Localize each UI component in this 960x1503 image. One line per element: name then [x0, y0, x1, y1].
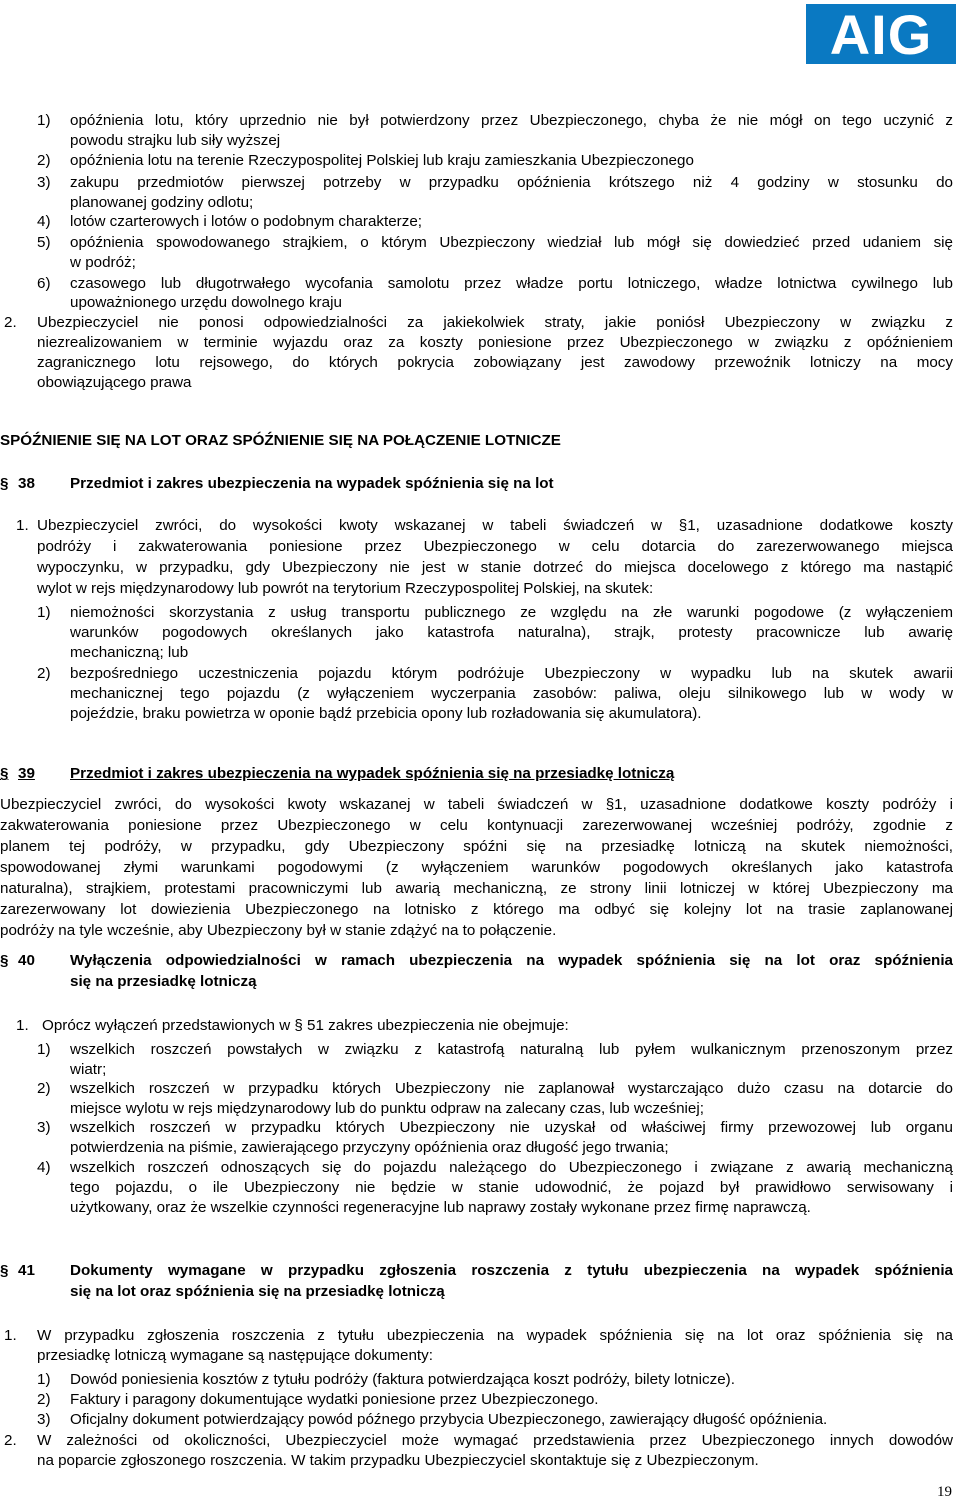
point-text-line: obowiązującego prawa	[37, 374, 192, 391]
list-item-number: 1)	[37, 112, 51, 129]
list-item-text-line: zakupu przedmiotów pierwszej potrzeby w przypadku opóźnienia krótszego niż 4 godziny w stosunku do	[70, 174, 953, 191]
list-item-text-line: niemożności skorzystania z usług transportu publicznego ze względu na złe warunki pogodowe (z wyłączeniem	[70, 604, 953, 621]
paragraph-title-line: Dokumenty wymagane w przypadku zgłoszenia roszczenia z tytułu ubezpieczenia na wypadek spóźnienia	[70, 1262, 953, 1279]
point-number: 1.	[4, 1327, 17, 1344]
point-text-line: podróży i zakwaterowania poniesione przez Ubezpieczonego w celu dotarcia do zarezerwowanego miejsca	[37, 538, 953, 555]
aig-logo	[806, 4, 956, 64]
paragraph-number: 40	[18, 952, 35, 969]
section-sign: §	[0, 765, 9, 782]
list-item-number: 2)	[37, 152, 51, 169]
list-item-text-line: użytkowany, oraz że wszelkie czynności regeneracyjne lub naprawy zostały wykonane przez firmę naprawczą.	[70, 1199, 811, 1216]
paragraph-text-line: Ubezpieczyciel zwróci, do wysokości kwoty wskazanej w tabeli świadczeń w §1, uzasadnione dodatkowe koszty podróży i	[0, 796, 953, 813]
list-item-text-line: wszelkich roszczeń w przypadku których Ubezpieczony nie zaplanował wystarczająco dużo czasu na dotarcie do	[70, 1080, 953, 1097]
list-item-text-line: lotów czarterowych i lotów o podobnym charakterze;	[70, 213, 423, 230]
point-text-line: wylot w rejs międzynarodowy lub powrót na terytorium Rzeczypospolitej Polskiej, na skutek:	[37, 580, 654, 597]
list-item-number: 3)	[37, 174, 51, 191]
list-item-text-line: pojeździe, braku powietrza w oponie bądź przebicia opony lub rozładowania się akumulatora).	[70, 705, 702, 722]
list-item-text: Dowód poniesienia kosztów z tytułu podróży (faktura potwierdzająca koszt podróży, bilety lotnicze).	[70, 1371, 735, 1388]
point-text-line: niezrealizowaniem w terminie wyjazdu oraz za koszty poniesione przez Ubezpieczonego w związku z opóźnieniem	[37, 334, 953, 351]
paragraph-number: 39	[18, 765, 35, 782]
page-number: 19	[937, 1484, 952, 1500]
paragraph-text-line: zarezerwowany lot dowiezienia Ubezpieczonego na lotnisko z którego ma odbyć się kolejny lot na trasie zaplanowanej	[0, 901, 953, 918]
list-item-text-line: w podróż;	[70, 254, 136, 271]
list-item-text-line: tego pojazdu, o ile Ubezpieczony nie będzie w stanie udowodnić, że pojazd był prawidłowo serwisowany i	[70, 1179, 953, 1196]
list-item-number: 3)	[37, 1119, 51, 1136]
list-item-text-line: planowanej godziny odlotu;	[70, 194, 254, 211]
paragraph-title-line: się na lot oraz spóźnienia się na przesiadkę lotniczą	[70, 1283, 445, 1300]
paragraph-text-line: podróży na tyle wcześnie, aby Ubezpieczony był w stanie zdążyć na to połączenie.	[0, 922, 557, 939]
point-number: 2.	[4, 1432, 17, 1449]
list-item-text-line: mechanicznej tego pojazdu (z wyłączeniem wyczerpania zasobów: paliwa, oleju silnikowego lub w wody w	[70, 685, 953, 702]
paragraph-text-line: planem tej podróży, w przypadku, gdy Ubezpieczony spóźni się na przesiadkę lotniczą na skutek niemożności,	[0, 838, 953, 855]
paragraph-text-line: naturalna), strajkiem, protestami pracowniczymi lub awarią mechaniczną, ze strony linii lotniczej w której Ubezpieczony ma	[0, 880, 953, 897]
paragraph-title-line: Wyłączenia odpowiedzialności w ramach ubezpieczenia na wypadek spóźnienia się na lot oraz spóźnienia	[70, 952, 953, 969]
list-item-text-line: opóźnienia lotu na terenie Rzeczypospolitej Polskiej lub kraju zamieszkania Ubezpieczonego	[70, 152, 694, 169]
point-text-line: Ubezpieczyciel zwróci, do wysokości kwoty wskazanej w tabeli świadczeń w §1, uzasadnione dodatkowe koszty	[37, 517, 953, 534]
list-item-number: 5)	[37, 234, 51, 251]
list-item-number: 6)	[37, 275, 51, 292]
section-heading: SPÓŹNIENIE SIĘ NA LOT ORAZ SPÓŹNIENIE SIĘ NA POŁĄCZENIE LOTNICZE	[0, 432, 561, 449]
point-number: 1.	[16, 517, 29, 534]
paragraph-title-line: się na przesiadkę lotniczą	[70, 973, 257, 990]
point-text-line: Ubezpieczyciel nie ponosi odpowiedzialności za jakiekolwiek straty, jakie poniósł Ubezpieczony w związku z	[37, 314, 953, 331]
list-item-text-line: miejsce wylotu w rejs międzynarodowy lub do punktu odpraw na zalecany czas, lub wcześniej;	[70, 1100, 704, 1117]
point-text-line: przesiadkę lotniczą wymagane są następujące dokumenty:	[37, 1347, 433, 1364]
list-item-text-line: wiatr;	[70, 1061, 107, 1078]
list-item-text-line: warunków pogodowych określanych jako katastrofa naturalna), strajk, protesty pracownicze lub awarię	[70, 624, 953, 641]
paragraph-number: 38	[18, 475, 35, 492]
point-text: Oprócz wyłączeń przedstawionych w § 51 zakres ubezpieczenia nie obejmuje:	[42, 1017, 569, 1034]
section-sign: §	[0, 475, 9, 492]
point-number: 1.	[16, 1017, 29, 1034]
list-item-text-line: wszelkich roszczeń powstałych w związku z katastrofą naturalną lub pyłem wulkanicznym przenoszonym przez	[70, 1041, 953, 1058]
list-item-text: Oficjalny dokument potwierdzający powód późnego przybycia Ubezpieczonego, zawierający długość opóźnienia.	[70, 1411, 828, 1428]
list-item-number: 2)	[37, 1391, 51, 1408]
paragraph-title: Przedmiot i zakres ubezpieczenia na wypadek spóźnienia się na przesiadkę lotniczą	[70, 765, 675, 782]
list-item-text-line: opóźnienia spowodowanego strajkiem, o którym Ubezpieczony wiedział lub mógł się dowiedzieć przed udaniem się	[70, 234, 953, 251]
list-item-text-line: bezpośredniego uczestniczenia pojazdu którym podróżuje Ubezpieczony w wypadku lub na skutek awarii	[70, 665, 953, 682]
list-item-number: 4)	[37, 213, 51, 230]
list-item-text-line: wszelkich roszczeń odnoszących się do pojazdu należącego do Ubezpieczonego i związane z awarią mechaniczną	[70, 1159, 953, 1176]
point-text-line: zagranicznego lotu rejsowego, do których pokrycia zobowiązany jest zawodowy przewoźnik lotniczy na mocy	[37, 354, 953, 371]
point-text-line: W przypadku zgłoszenia roszczenia z tytułu ubezpieczenia na wypadek spóźnienia się na lot oraz spóźnienia się na	[37, 1327, 953, 1344]
list-item-text-line: upoważnionego urzędu dowolnego kraju	[70, 294, 342, 311]
list-item-number: 1)	[37, 1041, 51, 1058]
list-item-number: 1)	[37, 604, 51, 621]
paragraph-number: 41	[18, 1262, 35, 1279]
list-item-number: 3)	[37, 1411, 51, 1428]
paragraph-text-line: zakwaterowania poniesione przez Ubezpieczonego w celu kontynuacji zarezerwowanej wcześniej podróży, zgodnie z	[0, 817, 953, 834]
point-number: 2.	[4, 314, 17, 331]
point-text-line: W zależności od okoliczności, Ubezpieczyciel może wymagać przedstawienia przez Ubezpieczonego innych dowodów	[37, 1432, 953, 1449]
list-item-text: Faktury i paragony dokumentujące wydatki poniesione przez Ubezpieczonego.	[70, 1391, 599, 1408]
list-item-number: 1)	[37, 1371, 51, 1388]
list-item-number: 2)	[37, 665, 51, 682]
logo-text: AIG	[829, 4, 933, 64]
point-text-line: wypoczynku, w przypadku, gdy Ubezpieczony nie jest w stanie dotrzeć do miejsca docelowego z którego ma nastąpić	[37, 559, 953, 576]
list-item-text-line: potwierdzenia na piśmie, zawierającego przyczyny opóźnienia oraz długość jego trwania;	[70, 1139, 669, 1156]
point-text-line: na poparcie zgłoszonego roszczenia. W takim przypadku Ubezpieczyciel skontaktuje się z Ubezpieczonym.	[37, 1452, 759, 1469]
paragraph-text-line: spowodowanej złymi warunkami pogodowymi (z wyłączeniem warunków pogodowych określanych jako katastrofa	[0, 859, 953, 876]
list-item-text-line: wszelkich roszczeń w przypadku których Ubezpieczony nie uzyskał od właściwej firmy przewozowej lub organu	[70, 1119, 953, 1136]
section-sign: §	[0, 1262, 9, 1279]
list-item-number: 4)	[37, 1159, 51, 1176]
list-item-text-line: mechaniczną; lub	[70, 644, 189, 661]
section-sign: §	[0, 952, 9, 969]
list-item-number: 2)	[37, 1080, 51, 1097]
list-item-text-line: czasowego lub długotrwałego wycofania samolotu przez władze portu lotniczego, władze lotnictwa cywilnego lub	[70, 275, 953, 292]
paragraph-title: Przedmiot i zakres ubezpieczenia na wypadek spóźnienia się na lot	[70, 475, 554, 492]
list-item-text-line: powodu strajku lub siły wyższej	[70, 132, 281, 149]
list-item-text-line: opóźnienia lotu, który uprzednio nie był potwierdzony przez Ubezpieczonego, chyba że nie mógł on tego uczynić z	[70, 112, 953, 129]
